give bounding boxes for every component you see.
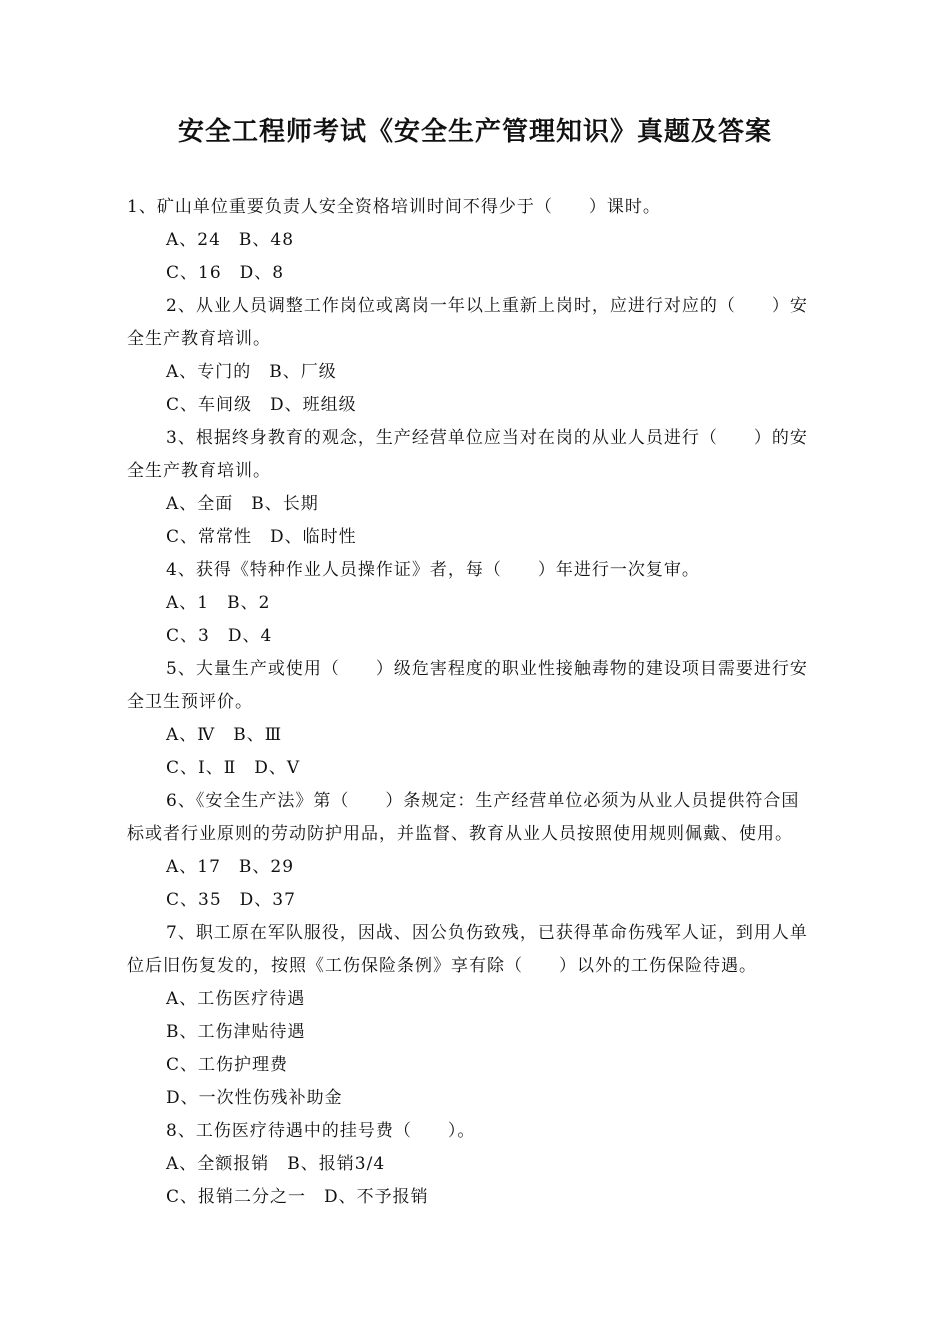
answer-options: A、17 B、29 (166, 857, 295, 877)
answer-options: C、16 D、8 (166, 263, 285, 283)
question-text-continued: 全卫生预评价。 (127, 692, 253, 712)
document-title: 安全工程师考试《安全生产管理知识》真题及答案 (177, 117, 772, 147)
question-text-continued: 全生产教育培训。 (127, 329, 271, 349)
answer-options: C、工伤护理费 (166, 1055, 289, 1075)
answer-options: A、全额报销 B、报销3/4 (166, 1154, 386, 1174)
answer-options: A、24 B、48 (166, 230, 295, 250)
answer-options: C、报销二分之一 D、不予报销 (166, 1187, 429, 1207)
question-list (0, 191, 950, 1214)
answer-options: A、工伤医疗待遇 (166, 989, 306, 1009)
question-text: 2、从业人员调整工作岗位或离岗一年以上重新上岗时，应进行对应的（ ）安 (166, 296, 808, 316)
answer-options: C、Ⅰ、Ⅱ D、Ⅴ (166, 758, 301, 778)
answer-options: A、Ⅳ B、Ⅲ (166, 725, 283, 745)
question-text-continued: 位后旧伤复发的，按照《工伤保险条例》享有除（ ）以外的工伤保险待遇。 (127, 956, 757, 976)
question-text-continued: 全生产教育培训。 (127, 461, 271, 481)
answer-options: C、3 D、4 (166, 626, 273, 646)
answer-options: C、常常性 D、临时性 (166, 527, 357, 547)
question-text: 6、《安全生产法》第（ ）条规定：生产经营单位必须为从业人员提供符合国 (166, 791, 800, 811)
answer-options: A、1 B、2 (166, 593, 271, 613)
question-text: 7、职工原在军队服役，因战、因公负伤致残，已获得革命伤残军人证，到用人单 (166, 923, 808, 943)
question-text: 1、矿山单位重要负责人安全资格培训时间不得少于（ ）课时。 (127, 197, 661, 217)
answer-options: C、35 D、37 (166, 890, 296, 910)
answer-options: D、一次性伤残补助金 (166, 1088, 343, 1108)
question-text: 8、工伤医疗待遇中的挂号费（ ）。 (166, 1121, 476, 1141)
answer-options: A、专门的 B、厂级 (166, 362, 337, 382)
answer-options: A、全面 B、长期 (166, 494, 319, 514)
question-text: 5、大量生产或使用（ ）级危害程度的职业性接触毒物的建设项目需要进行安 (166, 659, 808, 679)
answer-options: B、工伤津贴待遇 (166, 1022, 306, 1042)
answer-options: C、车间级 D、班组级 (166, 395, 357, 415)
question-text: 3、根据终身教育的观念，生产经营单位应当对在岗的从业人员进行（ ）的安 (166, 428, 808, 448)
question-text-continued: 标或者行业原则的劳动防护用品，并监督、教育从业人员按照使用规则佩戴、使用。 (127, 824, 793, 844)
question-text: 4、获得《特种作业人员操作证》者，每（ ）年进行一次复审。 (166, 560, 700, 580)
